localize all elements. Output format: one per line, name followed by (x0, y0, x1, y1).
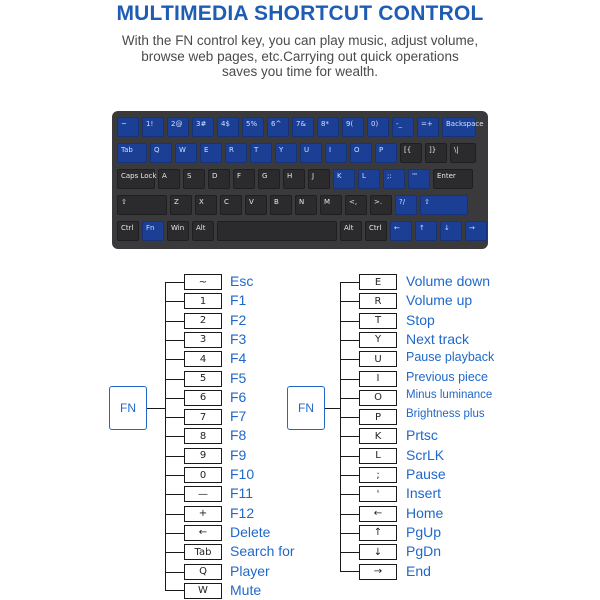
keyboard-image (112, 111, 488, 249)
keyboard-key-label: 0) (371, 120, 379, 128)
keyboard-key (417, 117, 439, 137)
keyboard-key-label: Q (154, 146, 160, 154)
keyboard-key-label: 9( (346, 120, 354, 128)
keycap: ← (359, 506, 397, 522)
keycap: K (359, 428, 397, 444)
keyboard-key (367, 117, 389, 137)
keycap: ' (359, 486, 397, 502)
keyboard-key-label: ~ (121, 120, 127, 128)
keyboard-key (217, 117, 239, 137)
keyboard-key-label: → (469, 224, 475, 232)
keyboard-key-label: F (237, 172, 242, 180)
shortcut-label: F4 (230, 350, 247, 367)
keycap: 2 (184, 313, 222, 329)
connector-branch (165, 321, 184, 322)
keyboard-key (300, 143, 322, 163)
keyboard-key-label: L (362, 172, 366, 180)
connector-branch (165, 340, 184, 341)
subtitle-line-1: With the FN control key, you can play music, adjust volume, (121, 33, 479, 48)
keyboard-key-label: A (162, 172, 167, 180)
shortcut-label: ScrLK (406, 446, 445, 463)
keycap: T (359, 313, 397, 329)
keycap: E (359, 274, 397, 290)
keyboard-key-label: K (337, 172, 342, 180)
connector-branch (340, 379, 359, 380)
keyboard-key-label: Alt (196, 224, 206, 232)
keyboard-key (340, 221, 362, 241)
keyboard-key (183, 169, 205, 189)
keyboard-key (167, 221, 189, 241)
keyboard-key-label: <, (349, 198, 358, 206)
connector-branch (165, 436, 184, 437)
keyboard-key (142, 117, 164, 137)
keyboard-key (433, 169, 473, 189)
connector-branch (340, 456, 359, 457)
keyboard-key-label: 2@ (171, 120, 183, 128)
keycap: O (359, 390, 397, 406)
keyboard-key (400, 143, 422, 163)
keyboard-key (365, 221, 387, 241)
keyboard-key (465, 221, 487, 241)
shortcut-label: Pause playback (406, 350, 495, 365)
keyboard-key (208, 169, 230, 189)
keyboard-key-label: Y (279, 146, 284, 154)
keyboard-key (320, 195, 342, 215)
keyboard-key-label: \| (454, 146, 459, 154)
keyboard-key (195, 195, 217, 215)
keyboard-key (117, 195, 167, 215)
keyboard-key (117, 117, 139, 137)
keyboard-key (392, 117, 414, 137)
keyboard-key-label: Alt (344, 224, 354, 232)
keycap: ← (184, 525, 222, 541)
keyboard-key (245, 195, 267, 215)
keyboard-key-label: D (212, 172, 218, 180)
keyboard-key-label: ;: (387, 172, 392, 180)
keyboard-key (325, 143, 347, 163)
shortcut-label: Search for (230, 543, 295, 560)
keyboard-key-label: 4$ (221, 120, 230, 128)
keyboard-key-label: '" (412, 172, 418, 180)
shortcut-label: Mute (230, 581, 262, 598)
keycap: — (184, 486, 222, 502)
keyboard-key-label: V (249, 198, 254, 206)
keyboard-key (170, 195, 192, 215)
keycap: + (184, 506, 222, 522)
keyboard-key (275, 143, 297, 163)
shortcut-label: Next track (406, 330, 470, 347)
keycap: 3 (184, 332, 222, 348)
shortcut-label: Prtsc (406, 427, 438, 444)
keyboard-key-label: ?/ (399, 198, 406, 206)
keyboard-key (408, 169, 430, 189)
keyboard-key (440, 221, 462, 241)
keyboard-key-label: U (304, 146, 310, 154)
connector-branch (165, 533, 184, 534)
keycap: ; (359, 467, 397, 483)
keycap: ↓ (359, 544, 397, 560)
keyboard-key-label: Enter (437, 172, 456, 180)
keyboard-key (117, 221, 139, 241)
keyboard-key-label: Backspace (446, 120, 484, 128)
shortcut-label: Minus luminance (406, 388, 493, 401)
keyboard-key-label: =+ (421, 120, 433, 128)
keyboard-key (267, 117, 289, 137)
keyboard-key (158, 169, 180, 189)
keycap: 7 (184, 409, 222, 425)
keyboard-key (442, 117, 484, 137)
keyboard-key-label: I (329, 146, 332, 154)
connector-bracket (340, 282, 359, 572)
keyboard-key (383, 169, 405, 189)
keycap: 5 (184, 371, 222, 387)
keyboard-key-label: T (254, 146, 259, 154)
keyboard-key (308, 169, 330, 189)
keyboard-key (270, 195, 292, 215)
shortcut-label: F6 (230, 388, 247, 405)
shortcut-label: F7 (230, 408, 247, 425)
shortcut-label: F1 (230, 292, 247, 309)
shortcut-label: F12 (230, 504, 255, 521)
keyboard-key-label: 7& (296, 120, 306, 128)
shortcut-label: Volume up (406, 292, 473, 309)
keyboard-key-label: Ctrl (369, 224, 382, 232)
keycap: U (359, 351, 397, 367)
keycap: Y (359, 332, 397, 348)
keyboard-key-label: ⇧ (424, 198, 430, 206)
connector-branch (340, 301, 359, 302)
keyboard-key-label: Ctrl (121, 224, 134, 232)
keyboard-key-label: 6^ (271, 120, 282, 128)
keyboard-key (415, 221, 437, 241)
shortcut-label: End (406, 562, 431, 579)
keyboard-key (200, 143, 222, 163)
connector-branch (340, 475, 359, 476)
keyboard-key (292, 117, 314, 137)
keyboard-key (420, 195, 468, 215)
fn-key-right: FN (287, 386, 325, 430)
keyboard-key-label: ]} (429, 146, 437, 154)
shortcut-label: Home (406, 504, 444, 521)
keycap: Tab (184, 544, 222, 560)
keyboard-key (192, 117, 214, 137)
keyboard-key-label: 5% (246, 120, 258, 128)
shortcut-label: Volume down (406, 273, 491, 289)
keycap: 1 (184, 293, 222, 309)
keycap: L (359, 448, 397, 464)
keyboard-key (175, 143, 197, 163)
keyboard-key-label: ← (394, 224, 400, 232)
keyboard-key (117, 169, 155, 189)
keyboard-key-label: Caps Lock (121, 172, 157, 180)
subtitle-line-3: saves you time for wealth. (221, 64, 379, 79)
keyboard-key-label: Win (171, 224, 185, 232)
keycap: → (359, 564, 397, 580)
connector-branch (165, 572, 184, 573)
keyboard-key (192, 221, 214, 241)
keyboard-key-label: M (324, 198, 331, 206)
keyboard-key (375, 143, 397, 163)
keyboard-key (150, 143, 172, 163)
connector-branch (165, 359, 184, 360)
connector-branch (165, 514, 184, 515)
shortcut-label: F5 (230, 369, 247, 386)
keyboard-key (283, 169, 305, 189)
fn-key-left: FN (109, 386, 147, 430)
connector-branch (340, 321, 359, 322)
keyboard-key (395, 195, 417, 215)
subtitle (80, 33, 520, 80)
connector-branch (165, 417, 184, 418)
keycap: Q (184, 564, 222, 580)
keyboard-key-label: 3# (196, 120, 207, 128)
keyboard-key-label: [{ (404, 146, 412, 154)
keyboard-key (258, 169, 280, 189)
keycap: I (359, 371, 397, 387)
keyboard-key-label: Tab (121, 146, 133, 154)
shortcut-label: F8 (230, 427, 247, 444)
shortcut-label: F3 (230, 330, 247, 347)
shortcut-label: Player (230, 562, 270, 579)
shortcut-label: Pause (406, 466, 446, 482)
keyboard-key-label: X (199, 198, 204, 206)
shortcut-label: Previous piece (406, 369, 488, 384)
shortcut-label: F2 (230, 311, 247, 328)
keyboard-key (350, 143, 372, 163)
shortcut-label: F11 (230, 485, 254, 502)
connector-branch (340, 552, 359, 553)
keyboard-key-label: G (262, 172, 268, 180)
keyboard-key (250, 143, 272, 163)
keycap: 9 (184, 448, 222, 464)
keyboard-key-label: B (274, 198, 279, 206)
keyboard-key (167, 117, 189, 137)
keyboard-key-label: C (224, 198, 229, 206)
connector-branch (165, 301, 184, 302)
keyboard-key-label: S (187, 172, 192, 180)
keycap: 8 (184, 428, 222, 444)
keyboard-key-label: 8* (321, 120, 329, 128)
keycap: 0 (184, 467, 222, 483)
connector-branch (165, 475, 184, 476)
keyboard-key-label: Z (174, 198, 179, 206)
keyboard-key (242, 117, 264, 137)
connector-branch (165, 456, 184, 457)
keycap: ↑ (359, 525, 397, 541)
keyboard-key (217, 221, 337, 241)
keyboard-key (370, 195, 392, 215)
keyboard-key-label: J (312, 172, 315, 180)
keyboard-key-label: 1! (146, 120, 154, 128)
keyboard-key-label: W (179, 146, 186, 154)
keyboard-key (142, 221, 164, 241)
connector-branch (340, 514, 359, 515)
shortcut-label: Esc (230, 273, 254, 289)
connector-branch (340, 436, 359, 437)
keyboard-key (295, 195, 317, 215)
shortcut-label: Delete (230, 523, 271, 540)
keycap: 4 (184, 351, 222, 367)
keyboard-key (233, 169, 255, 189)
connector-branch (340, 533, 359, 534)
keyboard-key (450, 143, 476, 163)
keyboard-key (220, 195, 242, 215)
keyboard-key (390, 221, 412, 241)
keyboard-key (345, 195, 367, 215)
keyboard-key-label: O (354, 146, 360, 154)
keyboard-key-label: Fn (146, 224, 155, 232)
connector-line (147, 408, 165, 409)
keyboard-key (358, 169, 380, 189)
connector-branch (340, 398, 359, 399)
keyboard-key (317, 117, 339, 137)
shortcut-label: F10 (230, 466, 255, 482)
shortcut-label: Insert (406, 485, 442, 502)
keyboard-key-label: -_ (396, 120, 403, 128)
keyboard-key-label: H (287, 172, 293, 180)
shortcut-label: Stop (406, 311, 435, 328)
keycap: R (359, 293, 397, 309)
keyboard-key-label: E (204, 146, 209, 154)
connector-branch (340, 340, 359, 341)
keyboard-key-label: >. (374, 198, 383, 206)
keyboard-key-label: ⇧ (121, 198, 127, 206)
keycap: P (359, 409, 397, 425)
keyboard-key (342, 117, 364, 137)
keycap: 6 (184, 390, 222, 406)
keyboard-key-label: P (379, 146, 384, 154)
connector-branch (165, 552, 184, 553)
keycap: W (184, 583, 222, 599)
keyboard-key (425, 143, 447, 163)
connector-line (325, 408, 340, 409)
keycap: ~ (184, 274, 222, 290)
connector-branch (340, 494, 359, 495)
keyboard-key-label: ↑ (419, 224, 425, 232)
connector-branch (165, 494, 184, 495)
page-title: MULTIMEDIA SHORTCUT CONTROL (116, 2, 484, 25)
keyboard-key-label: ↓ (444, 224, 450, 232)
shortcut-label: Brightness plus (406, 408, 485, 421)
shortcut-label: F9 (230, 446, 247, 463)
keyboard-key (333, 169, 355, 189)
connector-branch (165, 398, 184, 399)
connector-branch (340, 417, 359, 418)
connector-branch (340, 359, 359, 360)
keyboard-key (117, 143, 147, 163)
keyboard-key-label: N (299, 198, 305, 206)
shortcut-label: PgUp (406, 523, 442, 540)
shortcut-label: PgDn (406, 543, 442, 560)
subtitle-line-2: browse web pages, etc.Carrying out quick operations (141, 48, 459, 64)
keyboard-key (225, 143, 247, 163)
connector-branch (165, 379, 184, 380)
keyboard-key-label: R (229, 146, 234, 154)
